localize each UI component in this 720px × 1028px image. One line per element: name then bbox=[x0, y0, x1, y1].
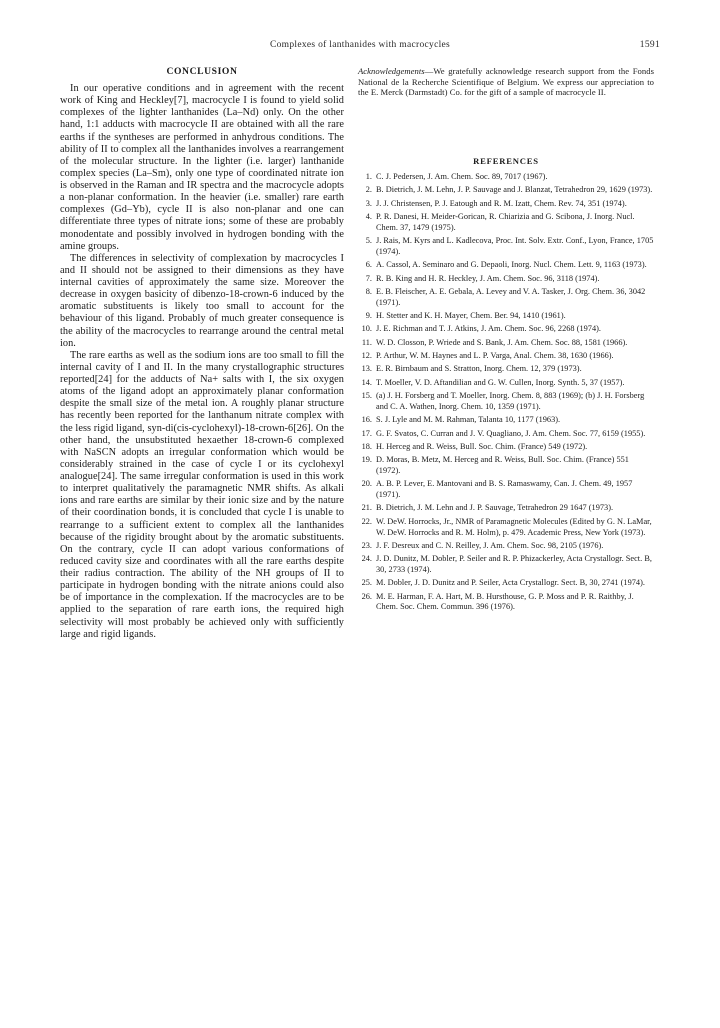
reference-number: 6. bbox=[365, 260, 372, 270]
reference-item bbox=[358, 324, 654, 335]
reference-text: J. J. Christensen, P. J. Eatough and R. M. Izatt, Chem. Rev. 74, 351 (1974). bbox=[376, 198, 627, 208]
reference-item bbox=[358, 578, 654, 589]
reference-item bbox=[358, 311, 654, 322]
reference-item bbox=[358, 185, 654, 196]
reference-item bbox=[358, 212, 654, 234]
reference-number: 26. bbox=[361, 591, 372, 601]
reference-text: M. E. Harman, F. A. Hart, M. B. Hursthouse, G. P. Moss and P. R. Raithby, J. Chem. Soc. Chem. Commun. 396 (1976). bbox=[376, 591, 634, 612]
reference-item bbox=[358, 172, 654, 183]
reference-item bbox=[358, 236, 654, 258]
reference-text: A. B. P. Lever, E. Mantovani and B. S. Ramaswamy, Can. J. Chem. 49, 1957 (1971). bbox=[376, 479, 633, 500]
acknowledgements bbox=[358, 66, 654, 98]
reference-number: 7. bbox=[365, 273, 372, 283]
left-column bbox=[60, 66, 344, 641]
reference-item bbox=[358, 503, 654, 514]
conclusion-paragraph: The rare earths as well as the sodium ions are too small to fill the internal cavity of I and II. In the many crystallographic structures reported[24] for the adducts of Na+ salts with I, the six oxygen atoms of the ligand adopt an approximately planar conformation despite the small size of the metal ion. A roughly planar structure has recently been reported for the lanthanum nitrate complex with the less rigid ligand, syn-di(cis-cyclohexyl)-18-crown-6[26]. On the other hand, the unsubstituted hexaether 18-crown-6 complexed with NaSCN adopts an irregular conformation which would be considerably strained in the case of cycle I or its cyclohexyl analogue[24]. The same irregular conformation is used in this work to interpret qualitatively the paramagnetic NMR shifts. As alkali ions and rare earths are similar by their ionic size and by the nature of their coordination bonds, it is concluded that cycle I is unable to rearrange to a sufficient extent to complex all the lanthanides because of the rigidity brought about by the aromatic substituents. On the contrary, cycle II can adopt various conformations of reduced cavity size and coordinates with all the rare earths despite their radius contraction. The ability of the NH groups of II to participate in hydrogen bonding with the nitrate anions could also be of importance in the complexation. If the macrocycles are to be applied to the separation of rare earth ions, the required high selectivity will most probably be achieved only with sufficiently large and rigid ligands. bbox=[60, 349, 344, 640]
conclusion-paragraph: The differences in selectivity of complexation by macrocycles I and II should not be assigned to their dimensions as they have internal cavities of approximately the same size. Moreover the decrease in oxygen basicity of dibenzo-18-crown-6 induced by the aromatic substituents is likely too small to account for the behaviour of this ligand. Probably of much greater consequence is the ability of the macrocycles to rearrange around the central metal ion. bbox=[60, 252, 344, 349]
acknowledgements-lead: Acknowledgements bbox=[358, 66, 425, 76]
reference-item bbox=[358, 391, 654, 413]
reference-item bbox=[358, 541, 654, 552]
reference-item bbox=[358, 260, 654, 271]
acknowledgements-text: —We gratefully acknowledge research support from the Fonds National de la Recherche Scientifique of Belgium. We express our appreciation to the E. Merck (Darmstadt) Co. for the gift of a sample of macrocycle II. bbox=[358, 66, 654, 98]
reference-text: E. R. Birnbaum and S. Stratton, Inorg. Chem. 12, 379 (1973). bbox=[376, 364, 582, 374]
reference-item bbox=[358, 517, 654, 539]
reference-number: 21. bbox=[361, 503, 372, 513]
reference-item bbox=[358, 429, 654, 440]
reference-text: D. Moras, B. Metz, M. Herceg and R. Weiss, Bull. Soc. Chim. (France) 551 (1972). bbox=[376, 455, 629, 476]
conclusion-heading: CONCLUSION bbox=[166, 66, 238, 77]
reference-number: 13. bbox=[361, 364, 372, 374]
reference-text: A. Cassol, A. Seminaro and G. Depaoli, Inorg. Nucl. Chem. Lett. 9, 1163 (1973). bbox=[376, 260, 647, 270]
reference-number: 15. bbox=[361, 391, 372, 401]
reference-number: 20. bbox=[361, 479, 372, 489]
reference-item bbox=[358, 415, 654, 426]
reference-text: W. DeW. Horrocks, Jr., NMR of Paramagnetic Molecules (Edited by G. N. LaMar, W. DeW. Horrocks and R. M. Holm), p. 479. Academic Press, New York (1973). bbox=[376, 516, 652, 537]
reference-number: 11. bbox=[361, 337, 372, 347]
reference-item bbox=[358, 287, 654, 309]
reference-item bbox=[358, 479, 654, 501]
reference-item bbox=[358, 274, 654, 285]
reference-text: W. D. Closson, P. Wriede and S. Bank, J. Am. Chem. Soc. 88, 1581 (1966). bbox=[376, 337, 628, 347]
reference-number: 12. bbox=[361, 351, 372, 361]
reference-item bbox=[358, 378, 654, 389]
reference-number: 14. bbox=[361, 377, 372, 387]
reference-text: B. Dietrich, J. M. Lehn and J. P. Sauvage, Tetrahedron 29 1647 (1973). bbox=[376, 503, 614, 513]
reference-text: B. Dietrich, J. M. Lehn, J. P. Sauvage and J. Blanzat, Tetrahedron 29, 1629 (1973). bbox=[376, 185, 653, 195]
reference-number: 18. bbox=[361, 441, 372, 451]
reference-text: P. R. Danesi, H. Meider-Gorican, R. Chiarizia and G. Scibona, J. Inorg. Nucl. Chem. 37, 1479 (1975). bbox=[376, 212, 635, 232]
reference-text: G. F. Svatos, C. Curran and J. V. Quagliano, J. Am. Chem. Soc. 77, 6159 (1955). bbox=[376, 428, 646, 438]
reference-item bbox=[358, 338, 654, 349]
reference-number: 10. bbox=[361, 324, 372, 334]
reference-number: 5. bbox=[365, 236, 372, 246]
reference-number: 1. bbox=[365, 172, 372, 182]
reference-number: 9. bbox=[365, 311, 372, 321]
reference-number: 23. bbox=[361, 540, 372, 550]
reference-text: J. Rais, M. Kyrs and L. Kadlecova, Proc. Int. Solv. Extr. Conf., Lyon, France, 1705 (1974). bbox=[376, 236, 654, 256]
references-list bbox=[358, 172, 654, 613]
reference-item bbox=[358, 442, 654, 453]
reference-text: (a) J. H. Forsberg and T. Moeller, Inorg. Chem. 8, 883 (1969); (b) J. H. Forsberg and C. A. Wathen, Inorg. Chem. 10, 1359 (1971). bbox=[376, 391, 645, 411]
references-heading: REFERENCES bbox=[473, 156, 539, 167]
reference-number: 8. bbox=[365, 287, 372, 297]
reference-text: S. J. Lyle and M. M. Rahman, Talanta 10, 1177 (1963). bbox=[376, 415, 561, 425]
reference-number: 24. bbox=[361, 554, 372, 564]
reference-number: 17. bbox=[361, 428, 372, 438]
reference-text: C. J. Pedersen, J. Am. Chem. Soc. 89, 7017 (1967). bbox=[376, 172, 548, 182]
reference-text: J. F. Desreux and C. N. Reilley, J. Am. Chem. Soc. 98, 2105 (1976). bbox=[376, 540, 604, 550]
reference-text: T. Moeller, V. D. Aftandilian and G. W. Cullen, Inorg. Synth. 5, 37 (1957). bbox=[376, 377, 625, 387]
reference-text: H. Herceg and R. Weiss, Bull. Soc. Chim. (France) 549 (1972). bbox=[376, 441, 588, 451]
reference-item bbox=[358, 351, 654, 362]
right-column bbox=[358, 66, 654, 616]
reference-number: 4. bbox=[365, 212, 372, 222]
reference-number: 3. bbox=[365, 198, 372, 208]
conclusion-paragraph: In our operative conditions and in agreement with the recent work of King and Heckley[7], macrocycle I is found to yield solid complexes of the lighter lanthanides (La–Nd) only. On the other hand, 1:1 adducts with macrocycle II are obtained with all the rare earths if the syntheses are performed in anhydrous conditions. The ability of II to complex all the lanthanides involves a rearrangement of the molecular structure. In the lighter (i.e. larger) lanthanide complex species (La–Sm), only one type of coordinated nitrate ion is observed in the Raman and IR spectra and the macrocycle adopts a non-planar conformation. In the heavier (i.e. smaller) rare earth complexes (Gd–Yb), cycle II is also non-planar and one can differentiate three types of nitrate ions; some of these are probably monodentate and possibly involved in hydrogen bonding with the amine groups. bbox=[60, 83, 344, 252]
reference-text: E. B. Fleischer, A. E. Gebala, A. Levey and V. A. Tasker, J. Org. Chem. 36, 3042 (1971). bbox=[376, 287, 646, 307]
reference-text: H. Stetter and K. H. Mayer, Chem. Ber. 94, 1410 (1961). bbox=[376, 311, 566, 321]
reference-text: R. B. King and H. R. Heckley, J. Am. Chem. Soc. 96, 3118 (1974). bbox=[376, 273, 600, 283]
reference-item bbox=[358, 199, 654, 210]
reference-item bbox=[358, 455, 654, 477]
reference-number: 25. bbox=[361, 578, 372, 588]
reference-item bbox=[358, 554, 654, 576]
running-title: Complexes of lanthanides with macrocycles bbox=[269, 40, 451, 50]
reference-number: 16. bbox=[361, 415, 372, 425]
reference-text: P. Arthur, W. M. Haynes and L. P. Varga, Anal. Chem. 38, 1630 (1966). bbox=[376, 351, 614, 361]
reference-text: M. Dobler, J. D. Dunitz and P. Seiler, Acta Crystallogr. Sect. B, 30, 2741 (1974). bbox=[376, 578, 645, 588]
reference-item bbox=[358, 592, 654, 614]
reference-item bbox=[358, 364, 654, 375]
reference-text: J. D. Dunitz, M. Dobler, P. Seiler and R. P. Phizackerley, Acta Crystallogr. Sect. B, 30, 2733 (1974). bbox=[376, 554, 652, 575]
reference-number: 22. bbox=[361, 516, 372, 526]
reference-number: 19. bbox=[361, 455, 372, 465]
reference-text: J. E. Richman and T. J. Atkins, J. Am. Chem. Soc. 96, 2268 (1974). bbox=[376, 324, 602, 334]
reference-number: 2. bbox=[365, 185, 372, 195]
page-number: 1591 bbox=[639, 40, 660, 50]
